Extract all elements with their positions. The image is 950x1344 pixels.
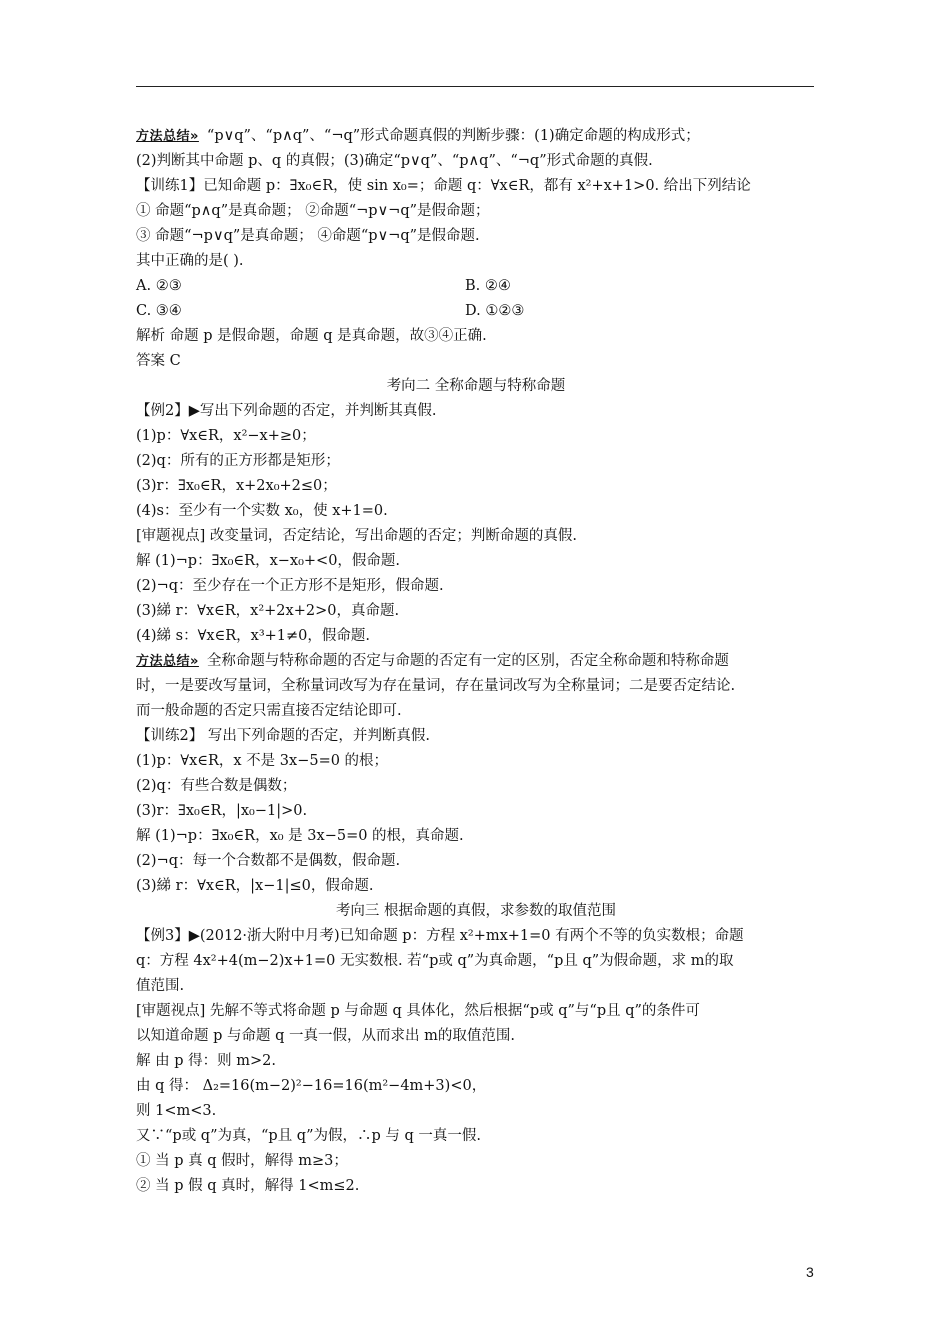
method-summary-1-line2: (2)判断其中命题 p、q 的真假；(3)确定“p∨q”、“p∧q”、“¬q”形式命题的真假. xyxy=(136,153,653,169)
method-summary-badge: 方法总结» xyxy=(136,129,199,144)
method-summary-badge: 方法总结» xyxy=(136,654,199,669)
section-3-title: 考向三 根据命题的真假，求参数的取值范围 xyxy=(335,903,617,919)
training-1-analysis: 解析 命题 p 是假命题，命题 q 是真命题，故③④正确. xyxy=(136,328,487,344)
example-3-solution: 解 由 p 得：则 m>2. xyxy=(136,1053,276,1069)
example-2-stem: 【例2】▶写出下列命题的否定，并判断其真假. xyxy=(136,403,437,419)
example-3-solution: 则 1<m<3. xyxy=(136,1103,217,1119)
example-2-item: (2)q：所有的正方形都是矩形； xyxy=(136,453,340,469)
training-2-item: (3)r：∃x₀∈R，|x₀−1|>0. xyxy=(136,803,308,819)
page-number: 3 xyxy=(806,1264,814,1280)
method-summary-2: 方法总结» 全称命题与特称命题的否定与命题的否定有一定的区别，否定全称命题和特称命题 xyxy=(136,649,816,674)
training-1-statements-1-2: ① 命题“p∧q”是真命题； ②命题“¬p∨¬q”是假命题； xyxy=(136,203,490,219)
example-3-solution: ② 当 p 假 q 真时，解得 1<m≤2. xyxy=(136,1178,360,1194)
option-a: A. ②③ xyxy=(136,278,182,294)
header-rule xyxy=(136,86,814,87)
option-c: C. ③④ xyxy=(136,303,182,319)
method-summary-1: 方法总结» “p∨q”、“p∧q”、“¬q”形式命题真假的判断步骤：(1)确定命题的构成形式； xyxy=(136,124,816,149)
page-content xyxy=(136,124,816,1199)
example-2-item: (1)p：∀x∈R，x²−x+≥0； xyxy=(136,428,316,444)
example-2-solution: (3)綈 r：∀x∈R，x²+2x+2>0，真命题. xyxy=(136,603,400,619)
example-2-item: (4)s：至少有一个实数 x₀，使 x+1=0. xyxy=(136,503,388,519)
method-summary-2-line3: 而一般命题的否定只需直接否定结论即可. xyxy=(136,703,402,719)
method-summary-2-line2: 时，一是要改写量词，全称量词改写为存在量词，存在量词改写为全称量词；二是要否定结论. xyxy=(136,678,736,694)
training-2-item: (2)q：有些合数是偶数； xyxy=(136,778,297,794)
training-1-options-cd xyxy=(136,299,816,324)
training-2-item: (1)p：∀x∈R，x 不是 3x−5=0 的根； xyxy=(136,753,389,769)
example-2-solution: (4)綈 s：∀x∈R，x³+1≠0，假命题. xyxy=(136,628,371,644)
training-2-stem: 【训练2】 写出下列命题的否定，并判断真假. xyxy=(136,728,430,744)
example-3-solution: 又∵“p或 q”为真，“p且 q”为假，∴p 与 q 一真一假. xyxy=(136,1128,481,1144)
training-1-question: 其中正确的是( ). xyxy=(136,253,244,269)
training-2-solution: (2)¬q：每一个合数都不是偶数，假命题. xyxy=(136,853,401,869)
training-1-stem: 【训练1】已知命题 p：∃x₀∈R，使 sin x₀=；命题 q：∀x∈R，都有 x²+x+1>0. 给出下列结论 xyxy=(136,178,751,194)
example-3-viewpoint-line2: 以知道命题 p 与命题 q 一真一假，从而求出 m的取值范围. xyxy=(136,1028,515,1044)
example-3-solution: 由 q 得： Δ₂=16(m−2)²−16=16(m²−4m+3)<0， xyxy=(136,1078,487,1094)
training-1-options-ab xyxy=(136,274,816,299)
option-d: D. ①②③ xyxy=(465,303,525,319)
option-b: B. ②④ xyxy=(465,278,511,294)
example-3-viewpoint: [审题视点] 先解不等式将命题 p 与命题 q 具体化，然后根据“p或 q”与“p且 q”的条件可 xyxy=(136,1003,700,1019)
training-2-solution: (3)綈 r：∀x∈R，|x−1|≤0，假命题. xyxy=(136,878,374,894)
example-3-stem-line2: q：方程 4x²+4(m−2)x+1=0 无实数根. 若“p或 q”为真命题，“p且 q”为假命题，求 m的取 xyxy=(136,953,734,969)
example-3-stem-line3: 值范围. xyxy=(136,978,185,994)
example-2-viewpoint: [审题视点] 改变量词，否定结论，写出命题的否定；判断命题的真假. xyxy=(136,528,578,544)
example-3-solution: ① 当 p 真 q 假时，解得 m≥3； xyxy=(136,1153,348,1169)
training-1-answer: 答案 C xyxy=(136,353,181,369)
example-2-item: (3)r：∃x₀∈R，x+2x₀+2≤0； xyxy=(136,478,337,494)
training-2-solution: 解 (1)¬p：∃x₀∈R，x₀ 是 3x−5=0 的根，真命题. xyxy=(136,828,464,844)
example-3-stem: 【例3】▶(2012·浙大附中月考)已知命题 p：方程 x²+mx+1=0 有两个不等的负实数根；命题 xyxy=(136,928,744,944)
example-2-solution: 解 (1)¬p：∃x₀∈R，x−x₀+<0，假命题. xyxy=(136,553,401,569)
section-2-title: 考向二 全称命题与特称命题 xyxy=(386,378,566,394)
example-2-solution: (2)¬q：至少存在一个正方形不是矩形，假命题. xyxy=(136,578,444,594)
training-1-statements-3-4: ③ 命题“¬p∨q”是真命题； ④命题“p∨¬q”是假命题. xyxy=(136,228,480,244)
